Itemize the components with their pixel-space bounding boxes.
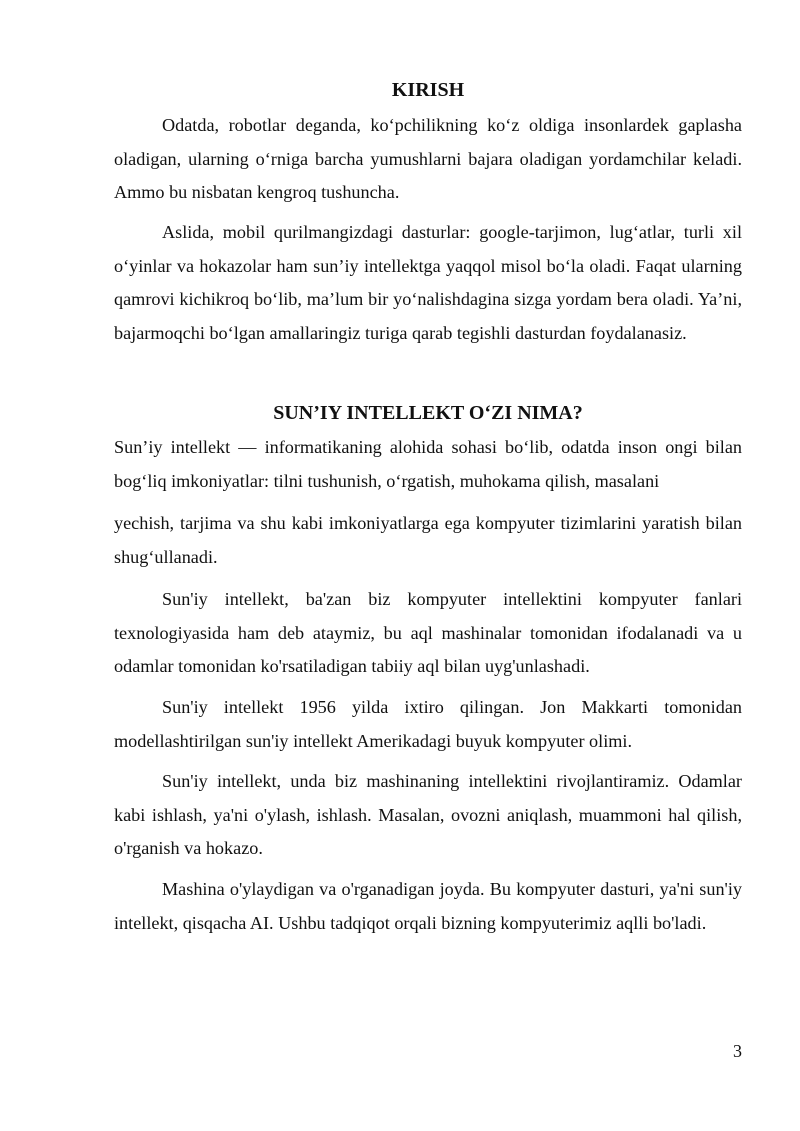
section-heading-suniy-intellekt: SUN’IY INTELLEKT O‘ZI NIMA? [273,402,583,424]
paragraph-2: Aslida, mobil qurilmangizdagi dasturlar: google-tarjimon, lug‘atlar, turli xil o‘yinlar va hokazolar ham sun’iy intellektga yaqqol misol bo‘la oladi. Faqat ularning qamrovi kichikroq bo‘lib, ma’lum bir yo‘nalishdagina sizga yordam bera oladi. Ya’ni, bajarmoqchi bo‘lgan amallaringiz turiga qarab tegishli dasturdan foydalanasiz. [114,222,742,343]
paragraph-3: Sun’iy intellekt — informatikaning alohida sohasi bo‘lib, odatda inson ongi bilan bog‘liq imkoniyatlar: tilni tushunish, o‘rgatish, muhokama qilish, masalani [114,437,742,491]
paragraph-8: Mashina o'ylaydigan va o'rganadigan joyda. Bu kompyuter dasturi, ya'ni sun'iy intellekt, qisqacha AI. Ushbu tadqiqot orqali bizning kompyuterimiz aqlli bo'ladi. [114,879,742,933]
section-heading-kirish: KIRISH [391,79,465,101]
paragraph-1: Odatda, robotlar deganda, ko‘pchilikning ko‘z oldiga insonlardek gaplasha oladigan, ularning o‘rniga barcha yumushlarni bajara oladigan yordamchilar keladi. Ammo bu nisbatan kengroq tushuncha. [114,115,742,202]
paragraph-6: Sun'iy intellekt 1956 yilda ixtiro qilingan. Jon Makkarti tomonidan modellashtirilgan sun'iy intellekt Amerikadagi buyuk kompyuter olimi. [114,697,742,751]
paragraph-5: Sun'iy intellekt, ba'zan biz kompyuter intellektini kompyuter fanlari texnologiyasida ham deb ataymiz, bu aql mashinalar tomonidan ifodalanadi va u odamlar tomonidan ko'rsatiladigan tabiiy aql bilan uyg'unlashadi. [114,589,742,676]
paragraph-7: Sun'iy intellekt, unda biz mashinaning intellektini rivojlantiramiz. Odamlar kabi ishlash, ya'ni o'ylash, ishlash. Masalan, ovozni aniqlash, muammoni hal qilish, o'rganish va hokazo. [114,771,742,858]
page-number: 3 [733,1041,742,1061]
paragraph-4: yechish, tarjima va shu kabi imkoniyatlarga ega kompyuter tizimlarini yaratish bilan shug‘ullanadi. [114,513,742,567]
